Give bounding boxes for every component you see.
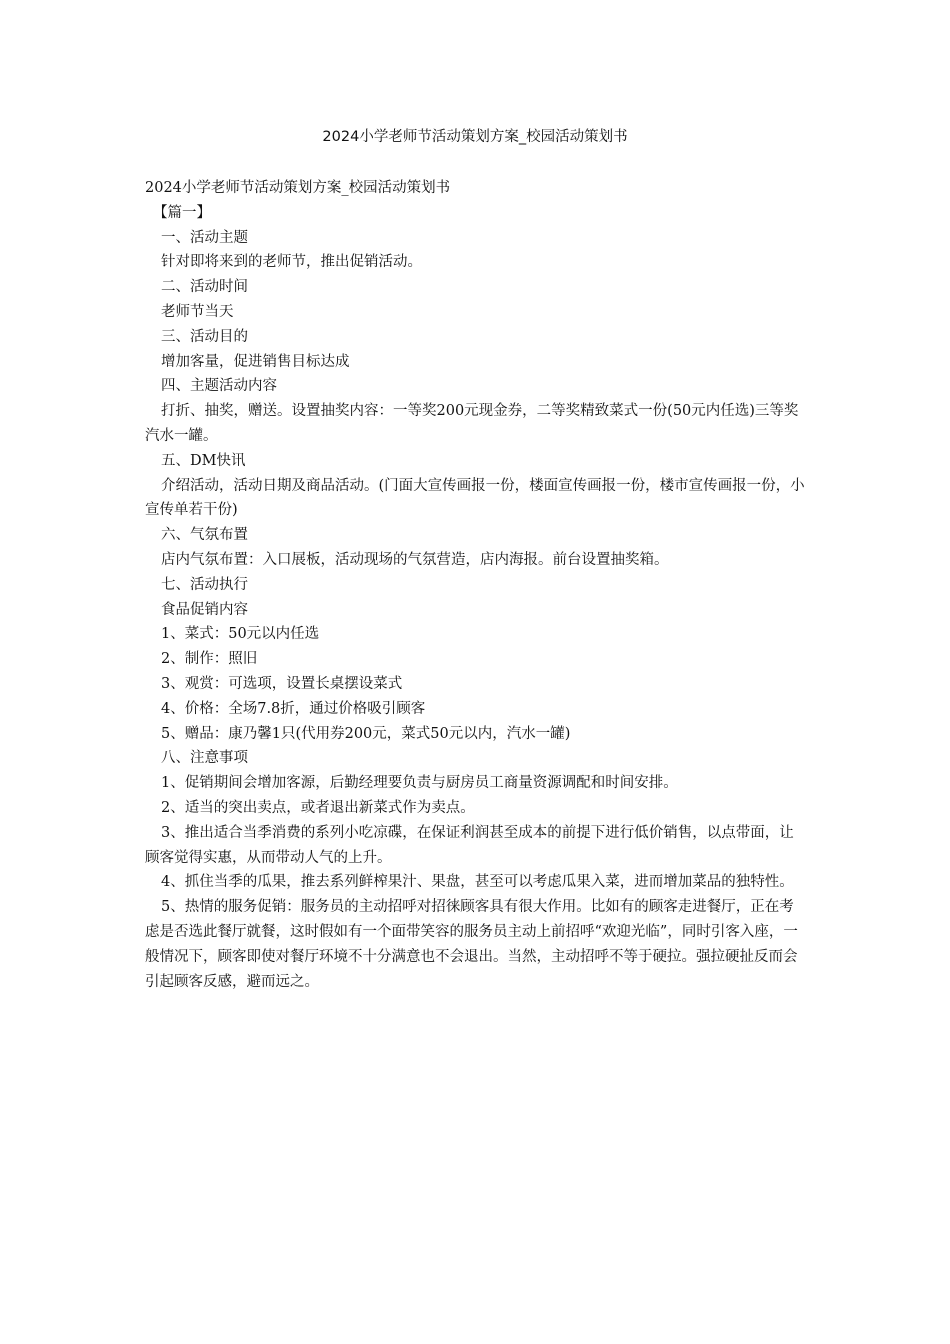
heading-time: 二、活动时间 — [161, 279, 248, 296]
list-item: 5、热情的服务促销：服务员的主动招呼对招徕顾客具有很大作用。比如有的顾客走进餐厅，正在考虑是否选此餐厅就餐，这时假如有一个面带笑容的服务员主动上前招呼“欢迎光临”，同时引客入座，一般情况下，顾客即使对餐厅环境不十分满意也不会退出。当然，主动招呼不等于硬拉。强拉硬扯反而会引起顾客反感，避而远之。 — [145, 899, 798, 990]
list-item: 2、制作：照旧 — [161, 651, 258, 668]
paragraph: 老师节当天 — [161, 303, 234, 320]
section-tag: 【篇一】 — [153, 204, 211, 221]
list-item: 2、适当的突出卖点，或者退出新菜式作为卖点。 — [161, 799, 475, 816]
heading-content: 四、主题活动内容 — [161, 378, 277, 395]
list-item: 4、抓住当季的瓜果，推去系列鲜榨果汁、果盘，甚至可以考虑瓜果入菜，进而增加菜品的独特性。 — [161, 874, 794, 891]
list-item: 1、菜式：50元以内任选 — [161, 626, 320, 643]
paragraph: 打折、抽奖，赠送。设置抽奖内容：一等奖200元现金券，二等奖精致菜式一份(50元内任选)三等奖汽水一罐。 — [145, 403, 799, 444]
paragraph: 介绍活动，活动日期及商品活动。(门面大宣传画报一份，楼面宣传画报一份，楼市宣传画报一份，小宣传单若干份) — [145, 477, 805, 519]
paragraph: 增加客量，促进销售目标达成 — [161, 353, 350, 370]
heading-notes: 八、注意事项 — [161, 750, 248, 767]
paragraph: 针对即将来到的老师节，推出促销活动。 — [161, 254, 422, 271]
list-item: 1、促销期间会增加客源，后勤经理要负责与厨房员工商量资源调配和时间安排。 — [161, 775, 678, 792]
heading-dm: 五、DM快讯 — [161, 452, 246, 469]
heading-theme: 一、活动主题 — [161, 229, 248, 246]
document-subtitle: 2024小学老师节活动策划方案_校园活动策划书 — [145, 180, 451, 196]
heading-atmosphere: 六、气氛布置 — [161, 527, 248, 544]
document-body — [145, 176, 805, 994]
list-item: 5、赠品：康乃馨1只(代用券200元，菜式50元以内，汽水一罐) — [161, 725, 571, 742]
heading-purpose: 三、活动目的 — [161, 328, 248, 345]
page-title: 2024小学老师节活动策划方案_校园活动策划书 — [322, 129, 628, 145]
paragraph: 店内气氛布置：入口展板，活动现场的气氛营造，店内海报。前台设置抽奖箱。 — [161, 551, 669, 568]
list-item: 4、价格：全场7.8折，通过价格吸引顾客 — [161, 700, 426, 717]
heading-execution: 七、活动执行 — [161, 576, 248, 593]
list-item: 3、推出适合当季消费的系列小吃凉碟，在保证利润甚至成本的前提下进行低价销售，以点带面，让顾客觉得实惠，从而带动人气的上升。 — [145, 824, 794, 866]
list-item: 3、观赏：可选项，设置长桌摆设菜式 — [161, 675, 403, 692]
paragraph: 食品促销内容 — [161, 601, 248, 618]
